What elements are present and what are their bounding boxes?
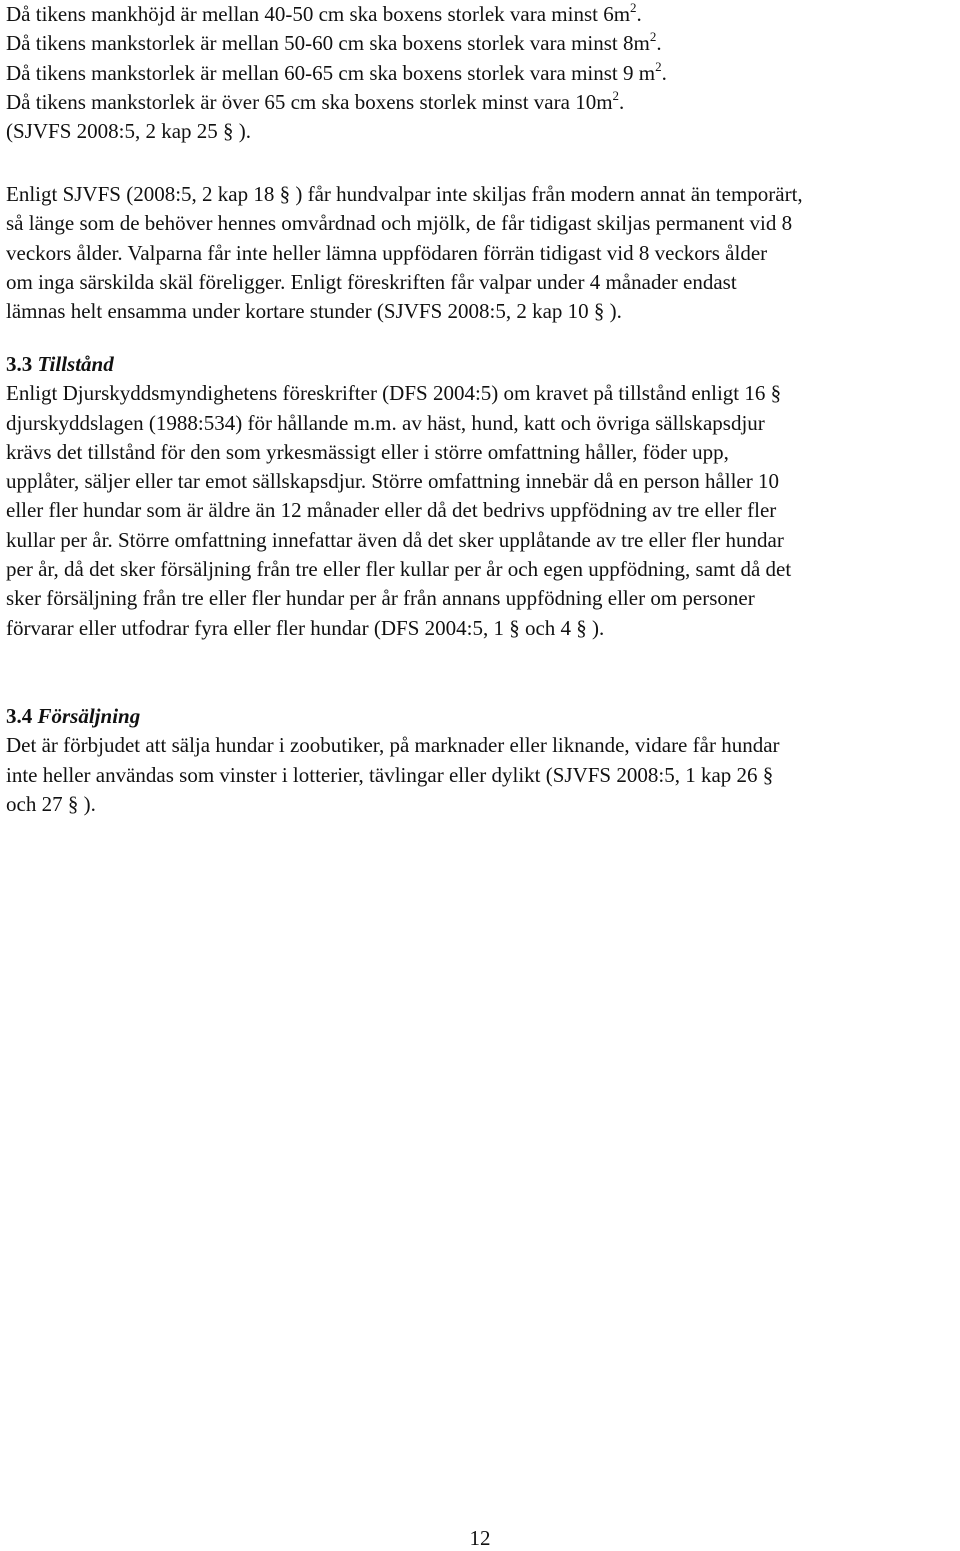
paragraph-line: lämnas helt ensamma under kortare stunder (SJVFS 2008:5, 2 kap 10 § ). bbox=[6, 299, 622, 324]
paragraph-line: så länge som de behöver hennes omvårdnad och mjölk, de får tidigast skiljas permanent vid 8 bbox=[6, 211, 793, 236]
paragraph-line: och 27 § ). bbox=[6, 791, 96, 816]
paragraph-valpar bbox=[6, 180, 952, 326]
section-heading: 3.4 Försäljning bbox=[6, 704, 141, 728]
intro-box-size-list bbox=[6, 0, 952, 146]
paragraph-line: Enligt SJVFS (2008:5, 2 kap 18 § ) får hundvalpar inte skiljas från modern annat än temporärt, bbox=[6, 182, 803, 206]
intro-line: Då tikens mankstorlek är över 65 cm ska boxens storlek minst vara $10m^2$. bbox=[6, 87, 625, 114]
paragraph-line: inte heller användas som vinster i lotterier, tävlingar eller dylikt (SJVFS 2008:5, 1 kap 26 § bbox=[6, 762, 774, 787]
paragraph-line: kullar per år. Större omfattning innefattar även då det sker upplåtande av tre eller fler hundar bbox=[6, 527, 784, 552]
paragraph-line: upplåter, säljer eller tar emot sällskapsdjur. Större omfattning innebär då en person håller 10 bbox=[6, 469, 780, 494]
paragraph-line: djurskyddslagen (1988:534) för hållande m.m. av häst, hund, katt och övriga sällskapsdjur bbox=[6, 410, 765, 435]
intro-line: Då tikens mankhöjd är mellan 40-50 cm ska boxens storlek vara minst $6m^2$. bbox=[6, 0, 642, 26]
section-tillstand bbox=[6, 350, 952, 643]
paragraph-line: sker försäljning från tre eller fler hundar per år från annans uppfödning eller om personer bbox=[6, 586, 755, 611]
intro-line: Då tikens mankstorlek är mellan 50-60 cm ska boxens storlek vara minst $8m^2$. bbox=[6, 29, 662, 56]
section-heading: 3.3 Tillstånd bbox=[6, 352, 114, 376]
intro-line: (SJVFS 2008:5, 2 kap 25 § ). bbox=[6, 119, 252, 144]
paragraph-line: om inga särskilda skäl föreligger. Enligt föreskriften får valpar under 4 månader endast bbox=[6, 269, 737, 294]
paragraph-line: veckors ålder. Valparna får inte heller lämna uppfödaren förrän tidigast vid 8 veckors ålder bbox=[6, 240, 768, 265]
paragraph-line: förvarar eller utfodrar fyra eller fler hundar (DFS 2004:5, 1 § och 4 § ). bbox=[6, 615, 605, 640]
page-number: 12 bbox=[469, 1526, 491, 1550]
paragraph-line: Det är förbjudet att sälja hundar i zoobutiker, på marknader eller liknande, vidare får hundar bbox=[6, 733, 780, 758]
intro-line: Då tikens mankstorlek är mellan 60-65 cm ska boxens storlek vara minst 9 $m^2$. bbox=[6, 58, 667, 85]
section-forsaljning bbox=[6, 702, 952, 819]
paragraph-line: krävs det tillstånd för den som yrkesmässigt eller i större omfattning håller, föder upp, bbox=[6, 439, 729, 464]
paragraph-line: eller fler hundar som är äldre än 12 månader eller då det bedrivs uppfödning av tre eller fler bbox=[6, 498, 777, 523]
paragraph-line: Enligt Djurskyddsmyndighetens föreskrifter (DFS 2004:5) om kravet på tillstånd enligt 16 § bbox=[6, 381, 782, 406]
paragraph-line: per år, då det sker försäljning från tre eller fler kullar per år och egen uppfödning, samt då det bbox=[6, 557, 792, 582]
